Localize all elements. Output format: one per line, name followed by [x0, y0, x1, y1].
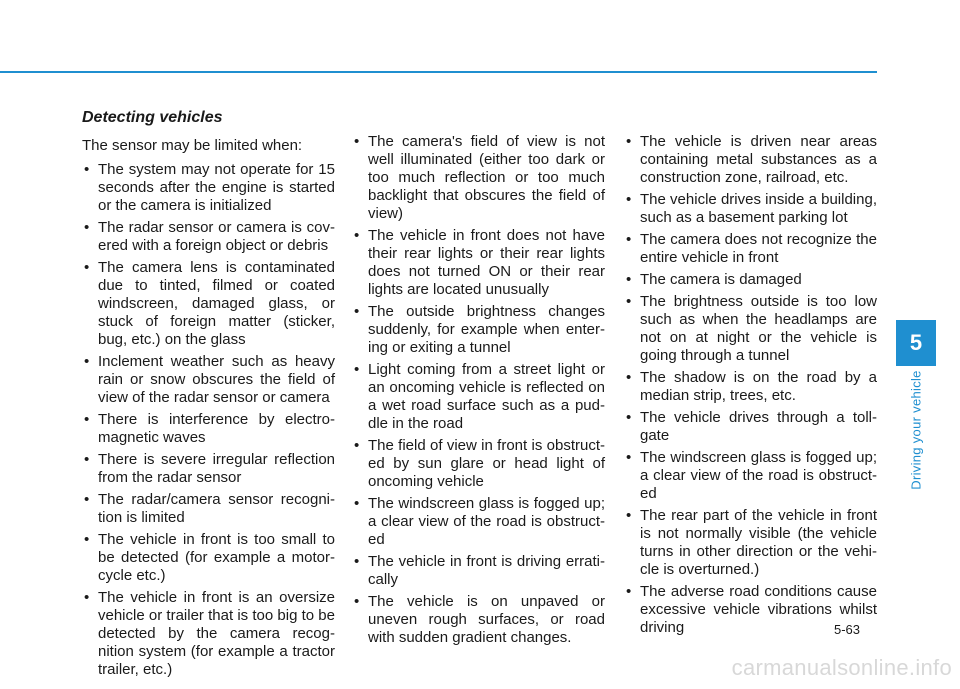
- bullet-list-3: [624, 133, 877, 637]
- list-item: • Inclement weather such as heavy rain or snow obscures the field of view of the radar sensor or camera: [82, 353, 335, 407]
- list-item: • The vehicle in front is too small to be detected (for example a motor-cycle etc.): [82, 531, 335, 585]
- list-item: • Light coming from a street light or an oncoming vehicle is reflected on a wet road surface such as a pud-dle in the road: [352, 361, 605, 433]
- section-heading: Detecting vehicles: [82, 109, 223, 126]
- list-item: • The camera's field of view is not well illuminated (either too dark or too much reflection or too much backlight that obscures the field of view): [352, 133, 605, 223]
- list-item: • The vehicle is driven near areas containing metal substances as a construction zone, railroad, etc.: [624, 133, 877, 187]
- list-item: • There is interference by electro-magnetic waves: [82, 411, 335, 447]
- list-item: • The camera is damaged: [624, 271, 877, 289]
- list-item: • The camera does not recognize the entire vehicle in front: [624, 231, 877, 267]
- list-item: • The field of view in front is obstruct-ed by sun glare or head light of oncoming vehicle: [352, 437, 605, 491]
- bullet-list-2: [352, 133, 605, 647]
- list-item: • The vehicle is on unpaved or uneven rough surfaces, or road with sudden gradient changes.: [352, 593, 605, 647]
- list-item: • The vehicle in front is driving errati-cally: [352, 553, 605, 589]
- header-rule: [0, 71, 877, 73]
- column-2: [352, 133, 605, 651]
- list-item: • The vehicle in front is an oversize vehicle or trailer that is too big to be detected by the camera recog-nition system (for example a tractor trailer, etc.): [82, 589, 335, 679]
- list-item: • There is severe irregular reflection from the radar sensor: [82, 451, 335, 487]
- list-item: • The windscreen glass is fogged up; a clear view of the road is obstruct-ed: [352, 495, 605, 549]
- list-item: • The adverse road conditions cause excessive vehicle vibrations whilst driving: [624, 583, 877, 637]
- chapter-label: Driving your vehicle: [908, 370, 924, 490]
- list-item: • The radar sensor or camera is cov-ered with a foreign object or debris: [82, 219, 335, 255]
- section-intro: The sensor may be limited when:: [82, 137, 303, 154]
- list-item: • The rear part of the vehicle in front is not normally visible (the vehicle turns in other direction or the vehi-cle is overturned.): [624, 507, 877, 579]
- bullet-list-1: [82, 161, 335, 679]
- list-item: • The camera lens is contaminated due to tinted, filmed or coated windscreen, damaged glass, or stuck of foreign matter (sticker, bug, etc.) on the glass: [82, 259, 335, 349]
- watermark: carmanualsonline.info: [731, 655, 952, 680]
- list-item: • The system may not operate for 15 seconds after the engine is started or the camera is initialized: [82, 161, 335, 215]
- list-item: • The radar/camera sensor recogni-tion is limited: [82, 491, 335, 527]
- list-item: • The vehicle in front does not have their rear lights or their rear lights does not turned ON or their rear lights are located unusually: [352, 227, 605, 299]
- column-3: [624, 133, 877, 641]
- page-number: 5-63: [833, 622, 860, 637]
- list-item: • The shadow is on the road by a median strip, trees, etc.: [624, 369, 877, 405]
- list-item: • The windscreen glass is fogged up; a clear view of the road is obstruct-ed: [624, 449, 877, 503]
- list-item: • The outside brightness changes suddenly, for example when enter-ing or exiting a tunnel: [352, 303, 605, 357]
- column-1: [82, 108, 335, 683]
- list-item: • The vehicle drives inside a building, such as a basement parking lot: [624, 191, 877, 227]
- list-item: • The vehicle drives through a toll-gate: [624, 409, 877, 445]
- list-item: • The brightness outside is too low such as when the headlamps are not on at night or the vehicle is going through a tunnel: [624, 293, 877, 365]
- chapter-number-tab: 5: [896, 320, 936, 366]
